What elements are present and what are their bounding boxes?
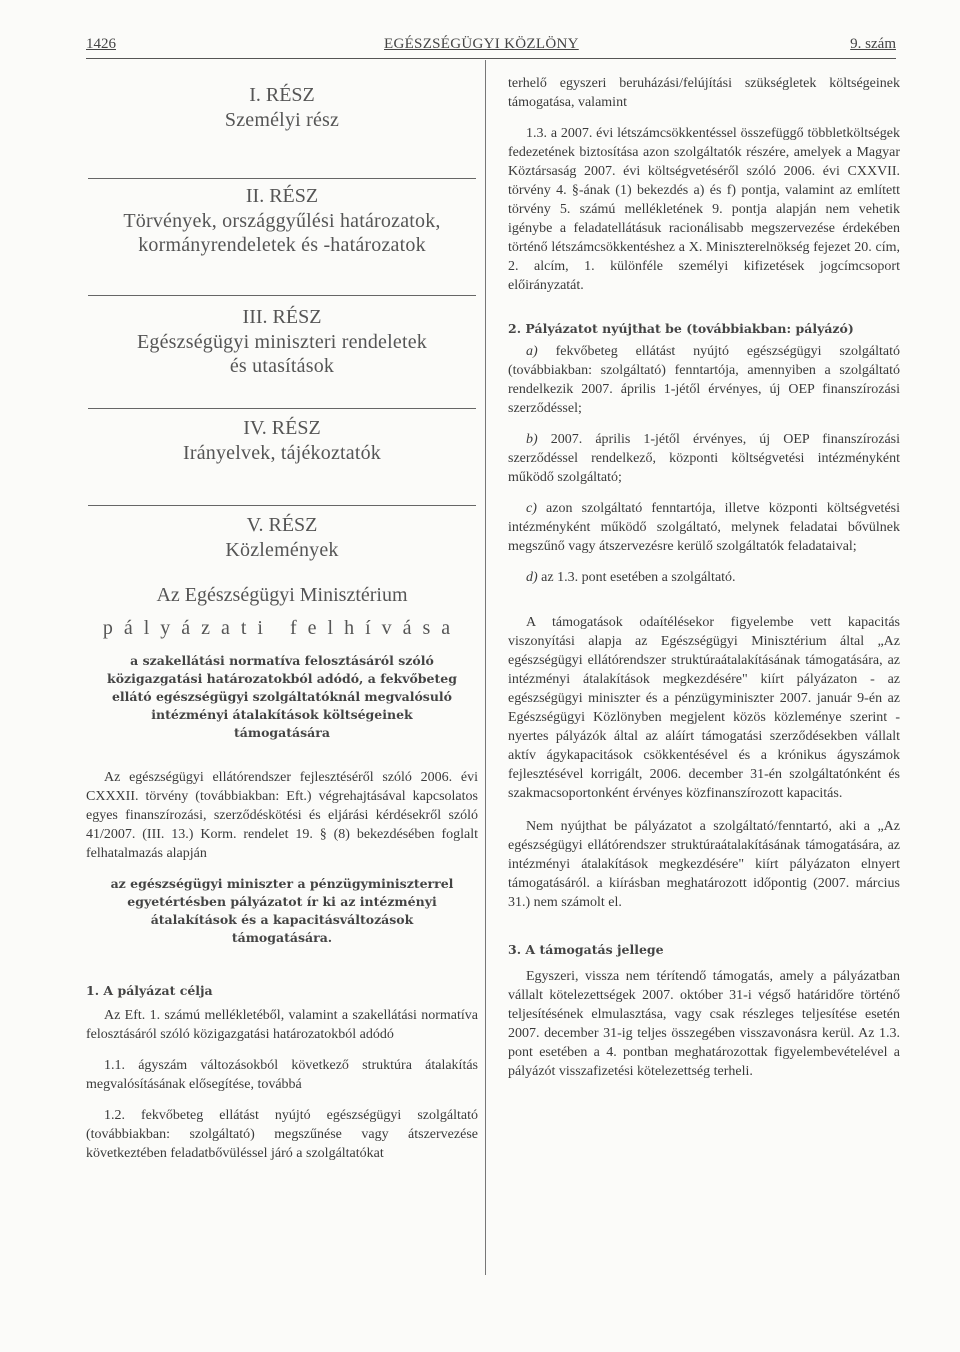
announcement-subject <box>86 652 478 742</box>
subject-line: a szakellátási normatíva felosztásáról szóló <box>130 653 434 668</box>
part-4 <box>86 415 478 465</box>
item-label: b) <box>526 432 538 447</box>
section-3-title: 3. A támogatás jellege <box>508 942 664 957</box>
section-3-paragraph: Egyszeri, vissza nem térítendő támogatás, amely a pályázatban vállalt kötelezettségek 2007. október 31-i végső határidőre történő teljesítésének elmulasztása, vagy csak részleges teljesítése esetén 2007. december 31-ig teljes összegében visszavonásra kerül. Az 1.3. pont esetében a 4. pontban meghatározottak figyelembevételével a pályázót visszafizetési kötelezettség terheli. <box>508 969 900 1079</box>
right-column <box>508 70 900 1081</box>
announcement-title: Az Egészségügyi Minisztérium <box>156 584 408 606</box>
part-1 <box>86 82 478 132</box>
part-heading: II. RÉSZ <box>245 185 319 207</box>
part-subtitle: Közlemények <box>225 539 339 561</box>
part-heading: IV. RÉSZ <box>243 417 321 439</box>
section-2-paragraph-2: Nem nyújthat be pályázatot a szolgáltató/fenntartó, aki a „Az egészségügyi ellátórendszer struktúraátalakításának támogatására, az intézményi átalakítások megkezdésére" kiírt pályázaton elnyert támogatásáról. a kiírásban meghatározott időpontig (2007. március 31.) nem számolt el. <box>508 819 900 910</box>
part-divider <box>88 178 476 179</box>
statement-line: egyetértésben pályázatot ír ki az intézményi <box>127 894 437 909</box>
item-label: a) <box>526 344 538 359</box>
announcement-statement <box>86 875 478 947</box>
section-1-2-continuation: terhelő egyszeri beruházási/felújítási szükségletek költségeinek támogatása, valamint <box>508 76 900 110</box>
column-divider <box>485 60 486 1275</box>
page-number: 1426 <box>86 36 116 52</box>
item-label: d) <box>526 570 538 585</box>
statement-line: az egészségügyi miniszter a pénzügyminiszterrel <box>110 876 454 891</box>
section-2-item-a <box>508 342 900 418</box>
item-text: az 1.3. pont esetében a szolgáltató. <box>541 570 736 585</box>
section-2-item-c <box>508 499 900 556</box>
part-subtitle: Egészségügyi miniszteri rendeletek <box>136 331 428 353</box>
section-1-paragraph: Az Eft. 1. számú mellékletéből, valamint a szakellátási normatíva felosztásáról szóló közigazgatási határozatokból adódó <box>86 1008 478 1042</box>
section-1-3-paragraph: 1.3. a 2007. évi létszámcsökkentéssel összefüggő többletköltségek fedezetének biztosítása azon szolgáltatók részére, amelyek a Magyar Köztársaság 2007. évi költségvetéséről szóló 2006. évi CXXVII. törvény 4. §-ának (1) bekezdés a) és f) pontja, valamint az említett törvény 5. számú mellékletének 9. pontja alapján nem vehetik igénybe a feladatellátásuk racionálisabb megszervezése érdekében történő létszámcsökkentéshez a X. Miniszterelnökség fejezet 20. cím, 2. alcím, 1. különféle személyi kifizetések jogcímcsoport előirányzatát. <box>508 126 900 293</box>
statement-line: átalakítások és a kapacitásváltozások <box>150 912 414 927</box>
subject-line: támogatására <box>234 725 330 740</box>
intro-paragraph: Az egészségügyi ellátórendszer fejlesztéséről szóló 2006. évi CXXXII. törvény (továbbiakban: Eft.) végrehajtásával kapcsolatos egyes finanszírozási, szerződéskötési és eljárási kérdésekről szóló 41/2007. (III. 13.) Korm. rendelet 19. § (8) bekezdésében foglalt felhatalmazás alapján <box>86 770 478 861</box>
part-subtitle: Személyi rész <box>224 109 340 131</box>
part-3 <box>86 304 478 378</box>
item-text: fekvőbeteg ellátást nyújtó egészségügyi szolgáltató (továbbiakban: szolgáltató) fenntartója, amennyiben a szolgáltató rendelkezik 2007. április 1-jétől érvényes, új OEP finanszírozási szerződéssel; <box>508 344 900 416</box>
section-1-title: 1. A pályázat célja <box>86 983 213 998</box>
part-5 <box>86 512 478 562</box>
section-1-1-paragraph: 1.1. ágyszám változásokból következő struktúra átalakítás megvalósításának elősegítése, továbbá <box>86 1058 478 1092</box>
left-column <box>86 70 478 1163</box>
section-1-2-paragraph: 1.2. fekvőbeteg ellátást nyújtó egészségügyi szolgáltató (továbbiakban: szolgáltató) megszűnése vagy átszervezése következtében feladatbővüléssel járó a szolgáltatókat <box>86 1108 478 1161</box>
item-label: c) <box>526 501 537 516</box>
part-2 <box>86 183 478 257</box>
part-subtitle: Törvények, országgyűlési határozatok, <box>123 210 441 232</box>
part-divider <box>88 505 476 506</box>
issue-number: 9. szám <box>850 36 896 52</box>
subject-line: intézményi átalakítások költségeinek <box>151 707 413 722</box>
journal-title: EGÉSZSÉGÜGYI KÖZLÖNY <box>384 36 579 52</box>
part-heading: V. RÉSZ <box>246 514 318 536</box>
part-heading: III. RÉSZ <box>242 306 322 328</box>
subject-line: közigazgatási határozatokból adódó, a fekvőbeteg <box>107 671 457 686</box>
section-2-title: 2. Pályázatot nyújthat be (továbbiakban: pályázó) <box>508 321 854 336</box>
part-subtitle: Irányelvek, tájékoztatók <box>182 442 382 464</box>
part-heading: I. RÉSZ <box>249 84 315 106</box>
part-subtitle: és utasítások <box>229 355 335 377</box>
page-header <box>86 36 896 59</box>
item-text: azon szolgáltató fenntartója, illetve központi költségvetési intézményként működő szolgáltató, melynek feladatai bővülnek megszűnő vagy átszervezésre kerülő szolgáltatók feladataival; <box>508 501 900 554</box>
part-subtitle: kormányrendeletek és -határozatok <box>138 234 426 256</box>
section-2-item-b <box>508 430 900 487</box>
call-heading: pályázati felhívása <box>102 617 462 639</box>
part-divider <box>88 408 476 409</box>
item-text: 2007. április 1-jétől érvényes, új OEP finanszírozási szerződéssel rendelkező, központi költségvetési intézményként működő szolgáltató; <box>508 432 901 485</box>
part-divider <box>88 295 476 296</box>
section-2-paragraph-1: A támogatások odaítélésekor figyelembe vett kapacitás viszonyítási alapja az Egészségügyi Minisztérium által „Az egészségügyi ellátórendszer struktúraátalakításának támogatására, az intézményi átalakítások megkezdésére" kiírt pályázaton - az egészségügyi miniszter és a pénzügyminiszter 2007. január 9-én az Egészségügyi Közlönyben megjelent közös közleménye szerint - nyertes pályázók által az aláírt támogatási szerződésekben vállalt aktív ágykapacitások csökkentésével és a krónikus ágyszámok fejlesztésével korrigált, 2006. december 31-én szolgáltatónként és szakmacsoportonként érvényes közfinanszírozott kapacitás. <box>508 615 900 801</box>
statement-line: támogatására. <box>231 930 333 945</box>
subject-line: ellátó egészségügyi szolgáltatóknál megvalósuló <box>111 689 453 704</box>
section-2-item-d <box>508 568 900 587</box>
